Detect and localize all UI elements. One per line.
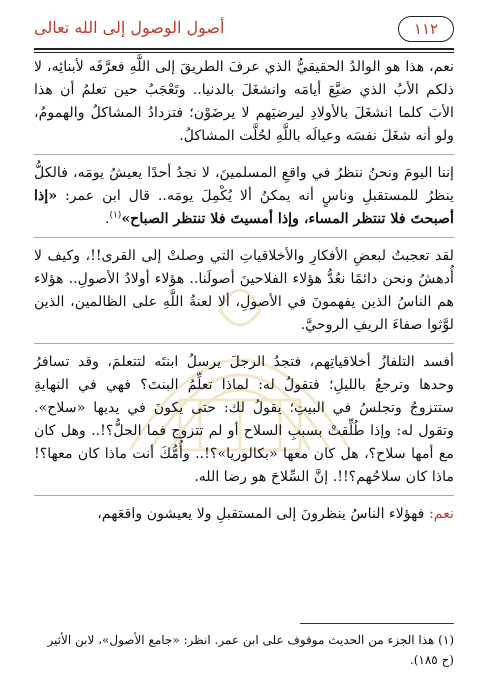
paragraph-2-text: إننا اليومَ ونحنُ ننظرُ في واقعِ المسلمينَ، لا نجدُ أحدًا يعيشُ يومَه، فالكلُّ ينظرُ للمستقبلِ وناسٍ أنه يمكنُ ألا يُكْمِلَ يومَه.. قال ابن عمر:: [34, 165, 455, 204]
paragraph-2: إننا اليومَ ونحنُ ننظرُ في واقعِ المسلمينَ، لا نجدُ أحدًا يعيشُ يومَه، فالكلُّ ينظرُ للمستقبلِ وناسٍ أنه يمكنُ ألا يُكْمِلَ يومَه.. قال ابن عمر: «إذا أصبحتَ فلا تنتظر المساء، وإذا أمسيتَ فلا تنتظر الصباح»$^{(١)}$.: [34, 165, 455, 227]
divider: [34, 237, 454, 238]
paragraph-5-text: فهؤلاء الناسُ ينظرونَ إلى المستقبلِ ولا يعيشون واقعَهم،: [97, 506, 425, 522]
paragraph-5: [34, 503, 454, 526]
paragraph-4: أفسد التلفازُ أخلاقياتِهم، فتجدُ الرجلَ يرسلُ ابنتَه لتتعلمَ، وقد تسافرُ وحدها وترجعُ بالليلِ؛ فتقولُ له: لماذا تعلِّمُ البنتَ؟ فهي في النهايةِ ستتزوجُ وتجلسُ في البيتِ؛ يقولُ لك: حتى يكونَ في يديها «سلاح». وتقول له: وإذا طُلِّقتْ بسببِ السلاح أو لم تتزوج فما الحلُّ؟!.. وهل كان مع أمها سلاح؟، هل كان معها «بكالوريا»؟!.. وأُمُّكَ أنت ماذا كان معها؟! ماذا كان سلاحُهم؟!!. إنَّ السِّلاحَ هو رضا الله.: [34, 354, 454, 485]
footnote-rule: [300, 623, 454, 624]
divider: [34, 343, 454, 344]
page-number-badge: ١١٢: [398, 16, 454, 42]
paragraph-3: لقد تعجبتُ لبعضِ الأفكارِ والأخلاقياتِ التي وصلتْ إلى القرى!!، وكيف لا أُدهشُ ونحن دائمًا نعُدُّ هؤلاء الفلاحينَ أصولَنا.. هؤلاء أولادُ الأصولِ.. هؤلاء هم الناسُ الذين يفهمونَ في الأصولِ، ألا لعنةُ اللَّهِ على الظالمين، الذين لوَّثوا صفاءَ الريفِ الروحيَّ.: [34, 248, 454, 333]
header-rule-thin: [34, 52, 454, 53]
body-text: [34, 56, 454, 526]
paragraph-5-lead: نعم:: [428, 506, 454, 522]
paragraph-1: نعم، هذا هو الوالدُ الحقيقيُّ الذي عرفَ الطريقَ إلى اللَّهِ فعرَّفَه لأبنائِه، لا ذلكم الأبُ الذي ضيَّعَ أيامَه وانشغَلَ بالدنيا.. وتَعْجَبُ حين تعلمُ أن هذا الأبَ كلما انشغَلَ بالأولادِ ليرضيَهم لا يرضَوْن؛ فتزدادُ المشاكلُ والهمومُ، ولو أنه شغَلَ نفسَه وعيالَه باللَّهِ لحُلَّت المشاكلُ.: [34, 59, 454, 144]
divider: [34, 154, 454, 155]
footnote-ref[interactable]: (١): [109, 210, 122, 221]
quote-hadith: «إذا أصبحتَ فلا تنتظر المساء، وإذا أمسيتَ فلا تنتظر الصباح»: [34, 188, 454, 227]
page-header: [34, 14, 454, 48]
divider: [34, 495, 454, 496]
running-title: أصول الوصول إلى الله تعالى: [34, 18, 225, 37]
header-rule: [34, 48, 454, 50]
footnote: (١) هذا الجزء من الحديث موقوف على ابن عمر. انظر: «جامع الأصول»، لابن الأثير (ح ١٨٥).: [47, 633, 454, 667]
